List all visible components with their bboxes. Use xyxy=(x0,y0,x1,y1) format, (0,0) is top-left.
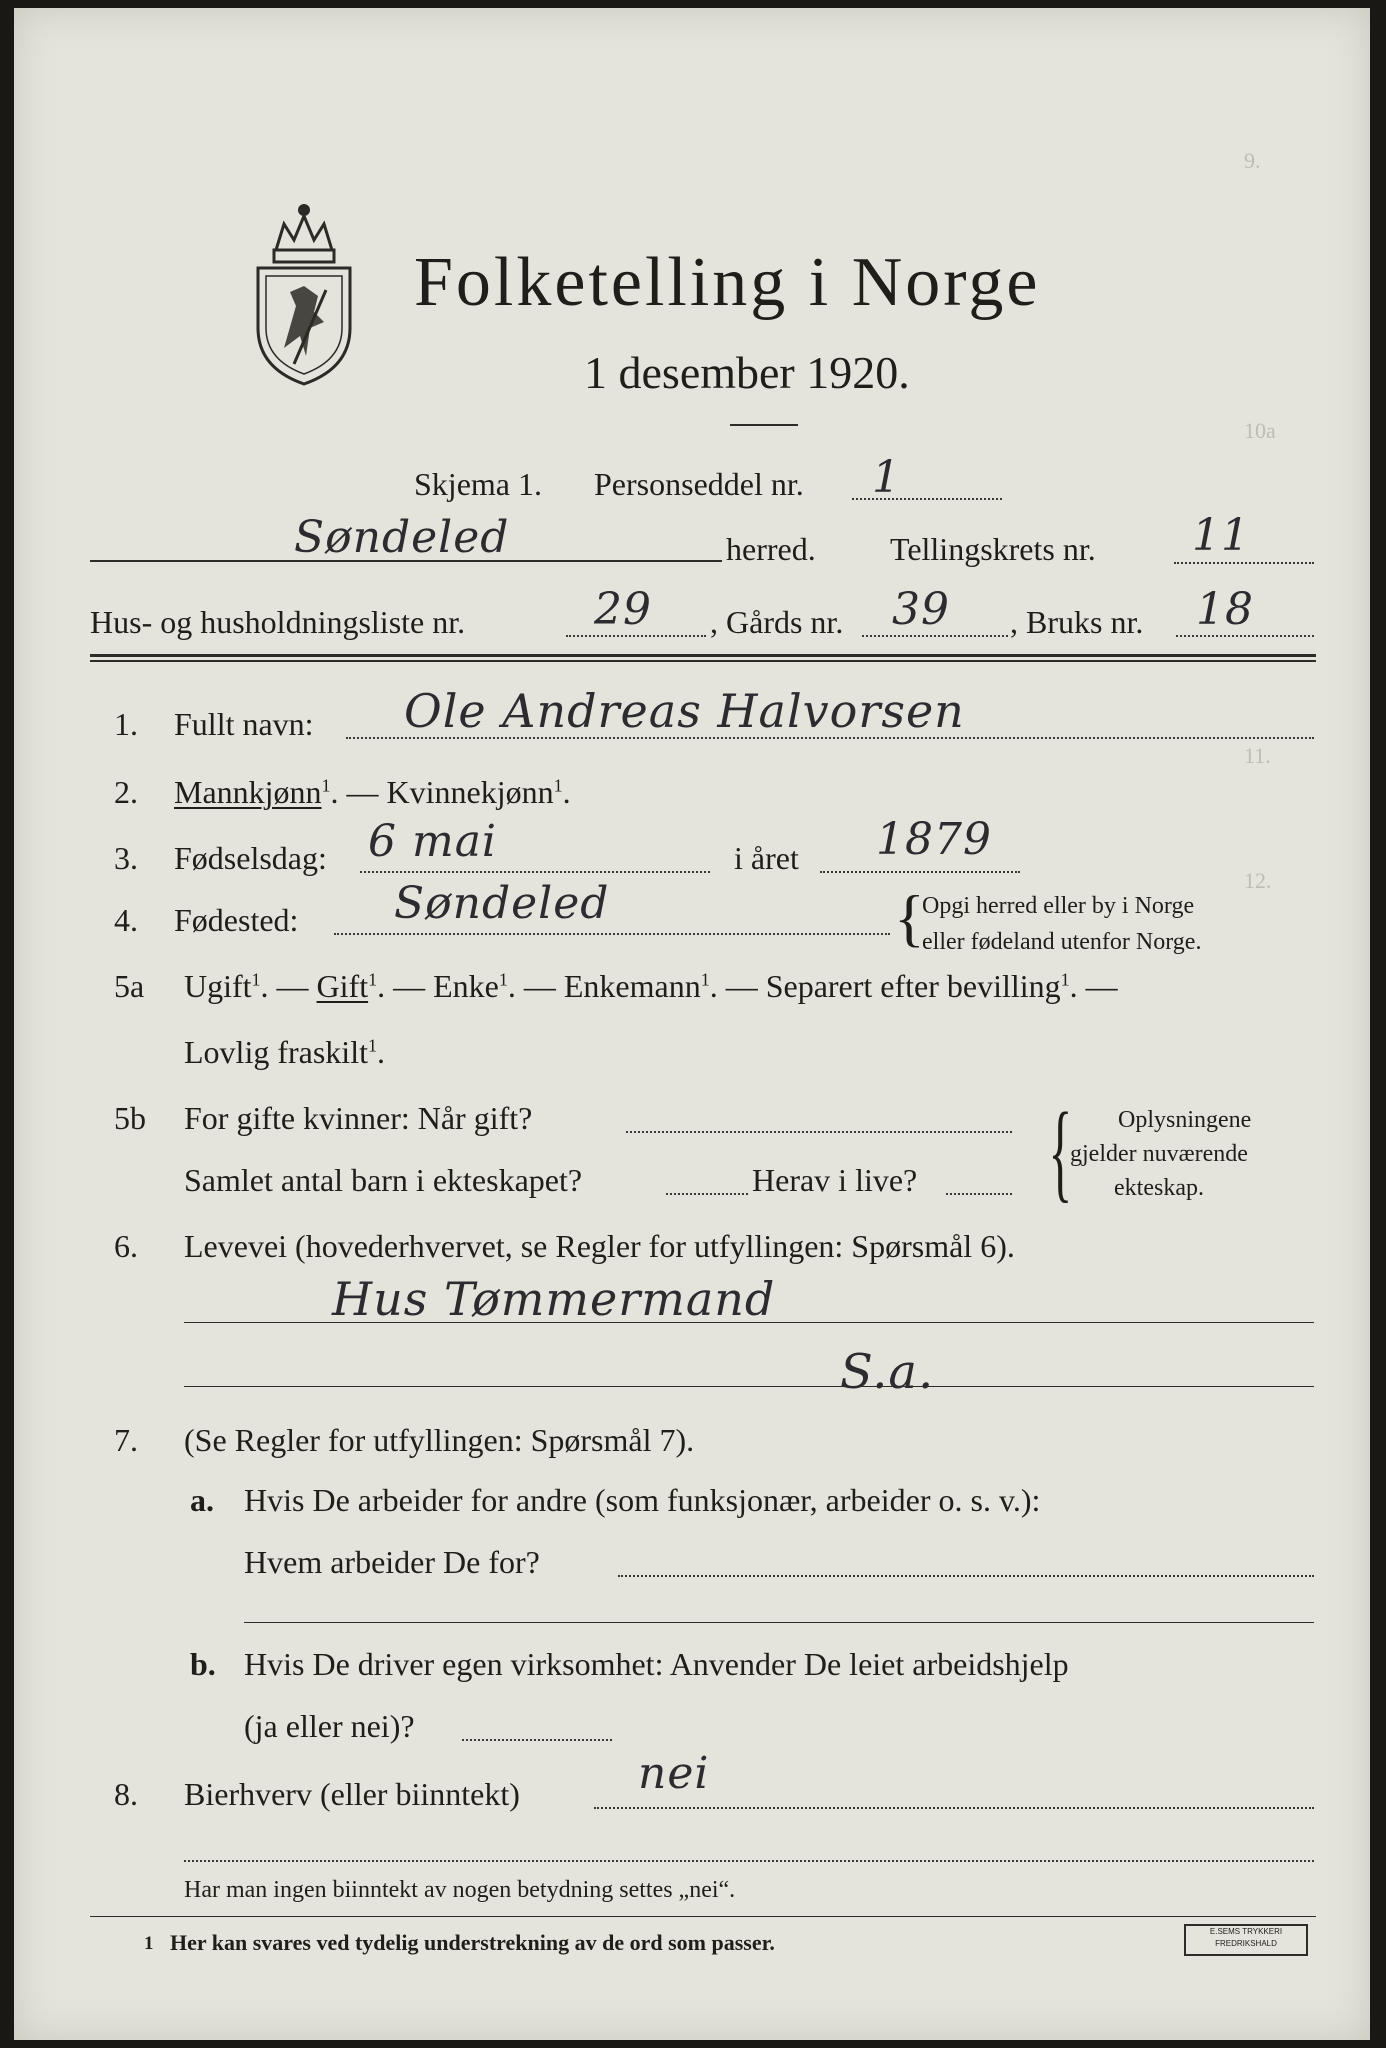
herred-value: Søndeled xyxy=(294,512,510,563)
husliste-value: 29 xyxy=(594,584,652,635)
footnote-ref: 1 xyxy=(368,969,378,990)
q5b-number: 5b xyxy=(114,1100,146,1136)
printer-stamp: E.SEMS TRYKKERI FREDRIKSHALD xyxy=(1184,1924,1308,1956)
husliste-label: Hus- og husholdningsliste nr. xyxy=(90,604,466,640)
q7-number: 7. xyxy=(114,1422,138,1458)
q3-label: Fødselsdag: xyxy=(174,840,327,876)
q4-note-line1: Opgi herred eller by i Norge xyxy=(922,893,1195,919)
q7b-letter: b. xyxy=(190,1646,216,1682)
q5a-gift: Gift xyxy=(316,968,369,1004)
q8-line2 xyxy=(184,1860,1314,1862)
census-form-page xyxy=(14,8,1370,2040)
footnote-mark: 1 xyxy=(144,1933,154,1954)
title-divider xyxy=(730,424,798,426)
q5a-enke: Enke xyxy=(433,968,499,1004)
bleed-through-text: 10a xyxy=(1244,418,1276,443)
q3-number: 3. xyxy=(114,840,138,876)
form-title: Folketelling i Norge xyxy=(414,244,1041,321)
q8-label: Bierhverv (eller biinntekt) xyxy=(184,1776,520,1812)
q5b-note-line2: gjelder nuværende xyxy=(1070,1141,1248,1167)
separator: . — xyxy=(377,968,434,1004)
q8-line xyxy=(594,1807,1314,1809)
q7a-question: Hvem arbeider De for? xyxy=(244,1544,540,1580)
q7a-text: Hvis De arbeider for andre (som funksjonær, arbeider o. s. v.): xyxy=(244,1482,1041,1518)
bruks-line xyxy=(1176,635,1314,637)
q5b-label3: Herav i live? xyxy=(752,1162,918,1198)
q6-value: Hus Tømmermand xyxy=(332,1272,776,1326)
q4-number: 4. xyxy=(114,902,138,938)
footnote-ref: 1 xyxy=(367,1035,377,1056)
q2-mannkjonn: Mannkjønn xyxy=(174,774,322,810)
herred-label: herred. xyxy=(726,531,816,567)
q3-value: 6 mai xyxy=(368,816,498,867)
q1-value: Ole Andreas Halvorsen xyxy=(404,684,965,738)
personseddel-label: Personseddel nr. xyxy=(594,466,804,502)
footnote-ref: 1 xyxy=(321,775,331,796)
q6-line2 xyxy=(184,1386,1314,1387)
q2-end: . xyxy=(562,774,571,810)
q2-options xyxy=(174,776,571,808)
q5b-brace: { xyxy=(1048,1090,1073,1212)
q5b-note-line1: Oplysningene xyxy=(1118,1107,1252,1133)
bleed-through-text: 9. xyxy=(1244,148,1261,173)
footer-note: Har man ingen biinntekt av nogen betydning settes „nei“. xyxy=(184,1877,736,1903)
q8-value: nei xyxy=(638,1748,710,1799)
q7-label: (Se Regler for utfyllingen: Spørsmål 7). xyxy=(184,1422,695,1458)
q4-line xyxy=(334,933,890,935)
q7b-question: (ja eller nei)? xyxy=(244,1708,415,1744)
q2-kvinnekjonn: . — Kvinnekjønn xyxy=(330,774,554,810)
footnote-ref: 1 xyxy=(553,775,563,796)
q4-brace: { xyxy=(894,882,925,953)
norway-coat-of-arms-icon xyxy=(244,188,364,388)
q8-number: 8. xyxy=(114,1776,138,1812)
footnote-text: Her kan svares ved tydelig understrekning av de ord som passer. xyxy=(170,1930,775,1955)
footer-rule xyxy=(90,1916,1316,1917)
q3-year-label: i året xyxy=(734,840,799,876)
gards-label: , Gårds nr. xyxy=(710,604,844,640)
gards-line xyxy=(862,635,1008,637)
q7a-letter: a. xyxy=(190,1482,214,1518)
q5b-married-line xyxy=(626,1131,1012,1133)
footnote-ref: 1 xyxy=(251,969,261,990)
schema-label: Skjema 1. xyxy=(414,466,542,502)
q5b-label2: Samlet antal barn i ekteskapet? xyxy=(184,1162,583,1198)
bruks-value: 18 xyxy=(1196,584,1254,635)
q3-day-line xyxy=(360,871,710,873)
q7a-line xyxy=(618,1575,1314,1577)
q5b-children-line xyxy=(666,1193,748,1195)
gards-value: 39 xyxy=(892,584,950,635)
tellingskrets-value: 11 xyxy=(1192,510,1250,561)
footnote-ref: 1 xyxy=(498,969,508,990)
q4-label: Fødested: xyxy=(174,902,299,938)
tellingskrets-label: Tellingskrets nr. xyxy=(890,531,1096,567)
bleed-through-text: 11. xyxy=(1244,743,1271,768)
personseddel-value: 1 xyxy=(872,452,901,503)
q6-mark: S.a. xyxy=(840,1344,935,1400)
census-date: 1 desember 1920. xyxy=(584,347,910,398)
q5a-options xyxy=(184,970,1118,1002)
separator: . — xyxy=(1069,968,1118,1004)
bruks-label: , Bruks nr. xyxy=(1010,604,1144,640)
q3-year-line xyxy=(820,871,1020,873)
q5a-fraskilt: Lovlig fraskilt xyxy=(184,1034,368,1070)
q1-number: 1. xyxy=(114,706,138,742)
footnote-ref: 1 xyxy=(700,969,710,990)
section-rule-top xyxy=(90,654,1316,657)
q1-label: Fullt navn: xyxy=(174,706,314,742)
separator: . — xyxy=(260,968,317,1004)
separator: . xyxy=(376,1034,385,1070)
footnote-ref: 1 xyxy=(1060,969,1070,990)
husliste-line xyxy=(566,635,706,637)
q5a-ugift: Ugift xyxy=(184,968,252,1004)
q4-note-line2: eller fødeland utenfor Norge. xyxy=(922,929,1202,955)
q6-line1 xyxy=(184,1322,1314,1323)
q3-year-value: 1879 xyxy=(876,814,992,865)
q2-number: 2. xyxy=(114,774,138,810)
q5a-options-cont xyxy=(184,1036,385,1068)
section-rule-bottom xyxy=(90,660,1316,662)
tellingskrets-line xyxy=(1174,562,1314,564)
bleed-through-text: 12. xyxy=(1244,868,1272,893)
q5b-note-line3: ekteskap. xyxy=(1114,1175,1204,1201)
q7b-text: Hvis De driver egen virksomhet: Anvender De leiet arbeidshjelp xyxy=(244,1646,1069,1682)
q5b-label1: For gifte kvinner: Når gift? xyxy=(184,1100,533,1136)
separator: . — xyxy=(507,968,564,1004)
q4-value: Søndeled xyxy=(394,878,610,929)
q7b-line xyxy=(462,1739,612,1741)
separator: . — xyxy=(709,968,766,1004)
q5b-alive-line xyxy=(946,1193,1012,1195)
q7a-line2 xyxy=(244,1622,1314,1623)
q5a-separert: Separert efter bevilling xyxy=(765,968,1061,1004)
q5a-number: 5a xyxy=(114,968,145,1004)
q5a-enkemann: Enkemann xyxy=(563,968,701,1004)
q6-number: 6. xyxy=(114,1228,138,1264)
q6-label: Levevei (hovederhvervet, se Regler for utfyllingen: Spørsmål 6). xyxy=(184,1228,1015,1264)
